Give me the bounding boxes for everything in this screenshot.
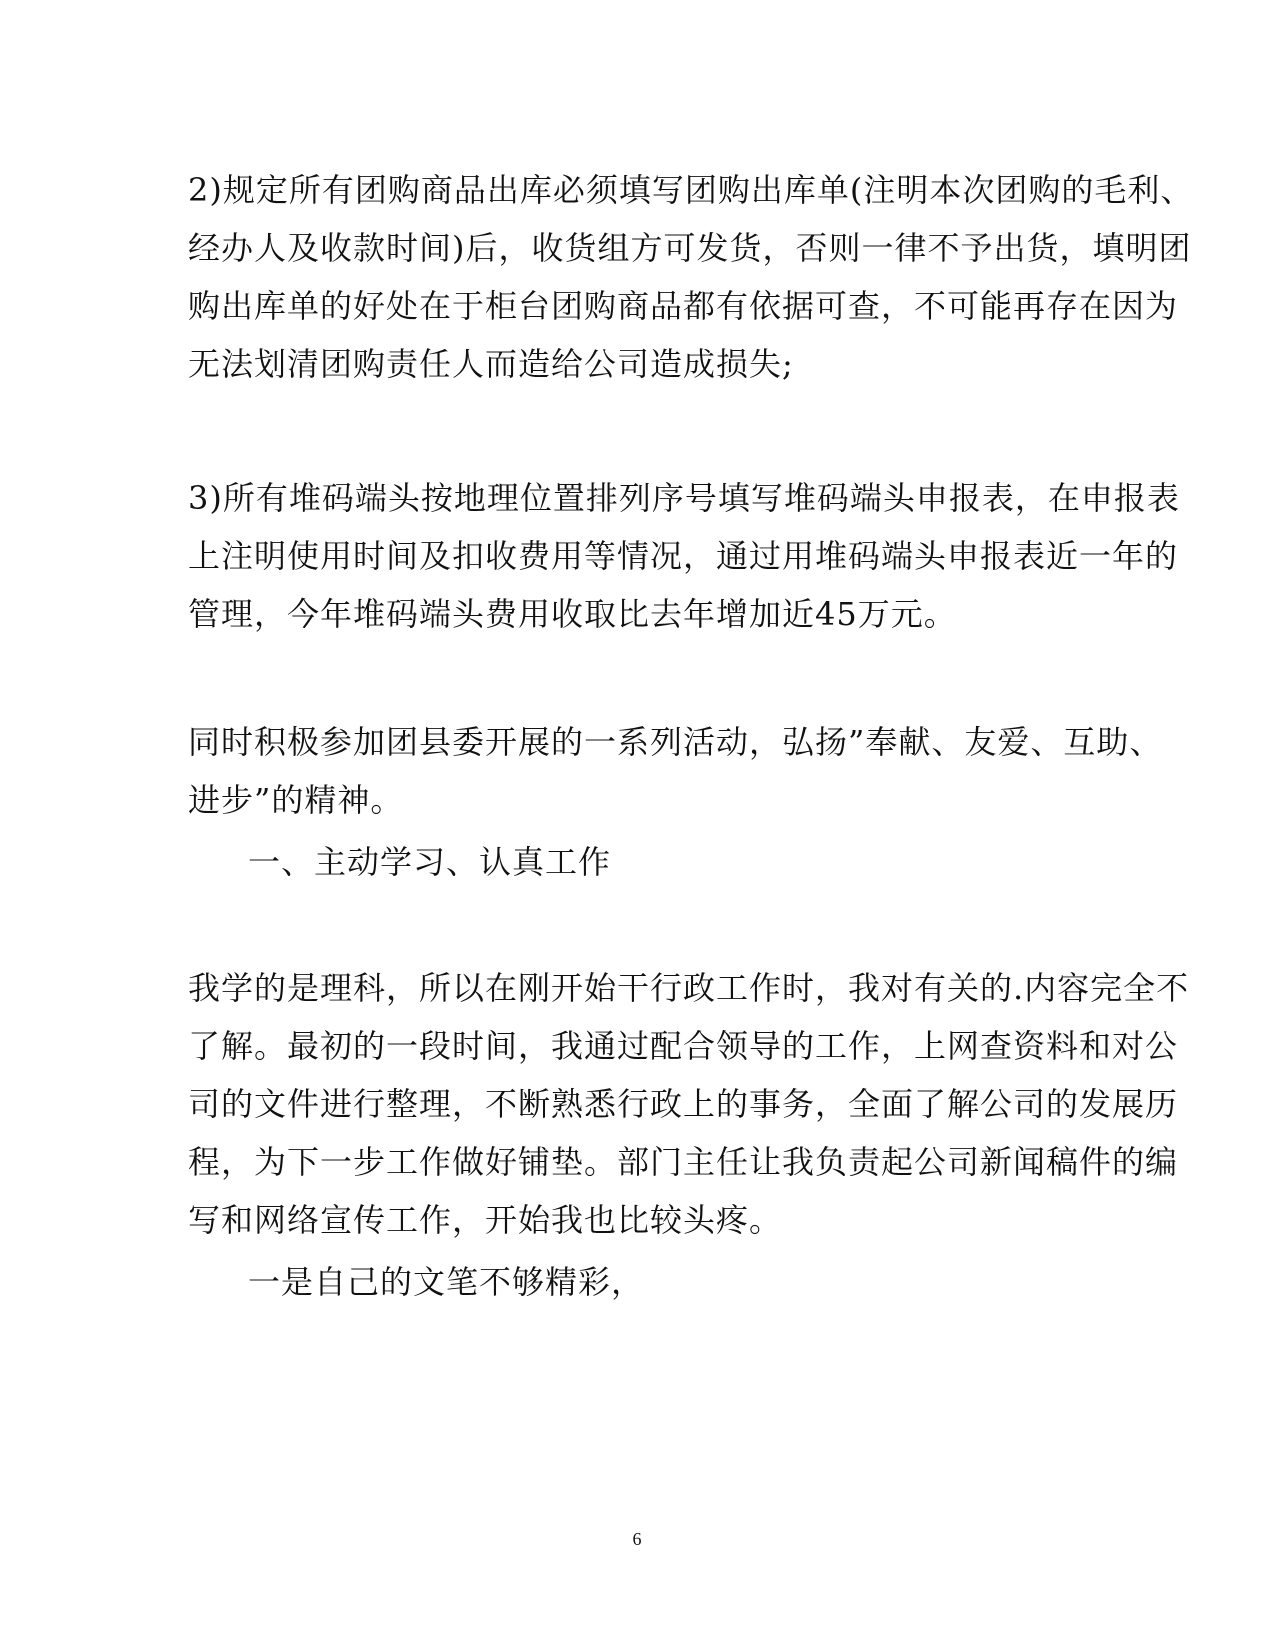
paragraph-3-line-1: 同时积极参加团县委开展的一系列活动，弘扬”奉献、友爱、互助、 xyxy=(188,723,1163,761)
paragraph-5-line-3: 司的文件进行整理，不断熟悉行政上的事务，全面了解公司的发展历 xyxy=(188,1085,1179,1123)
paragraph-2-line-3: 管理，今年堆码端头费用收取比去年增加近45万元。 xyxy=(188,595,957,633)
paragraph-1-line-2: 经办人及收款时间)后，收货组方可发货，否则一律不予出货，填明团 xyxy=(188,229,1192,267)
paragraph-5-line-2: 了解。最初的一段时间，我通过配合领导的工作，上网查资料和对公 xyxy=(188,1027,1179,1065)
paragraph-5-line-5: 写和网络宣传工作，开始我也比较头疼。 xyxy=(188,1201,783,1239)
paragraph-1-line-3: 购出库单的好处在于柜台团购商品都有依据可查，不可能再存在因为 xyxy=(188,287,1179,325)
paragraph-6-line-1: 一是自己的文笔不够精彩， xyxy=(248,1263,645,1301)
paragraph-1-line-4: 无法划清团购责任人而造给公司造成损失; xyxy=(188,345,794,383)
paragraph-2-line-1: 3)所有堆码端头按地理位置排列序号填写堆码端头申报表，在申报表 xyxy=(188,479,1180,517)
paragraph-2-line-2: 上注明使用时间及扣收费用等情况，通过用堆码端头申报表近一年的 xyxy=(188,537,1179,575)
paragraph-1-line-1: 2)规定所有团购商品出库必须填写团购出库单(注明本次团购的毛利、 xyxy=(188,171,1194,209)
paragraph-3-line-2: 进步”的精神。 xyxy=(188,781,404,819)
paragraph-5-line-1: 我学的是理科，所以在刚开始干行政工作时，我对有关的.内容完全不 xyxy=(188,969,1190,1007)
paragraph-5-line-4: 程，为下一步工作做好铺垫。部门主任让我负责起公司新闻稿件的编 xyxy=(188,1143,1179,1181)
section-heading: 一、主动学习、认真工作 xyxy=(248,843,612,881)
page-number: 6 xyxy=(632,1529,642,1549)
